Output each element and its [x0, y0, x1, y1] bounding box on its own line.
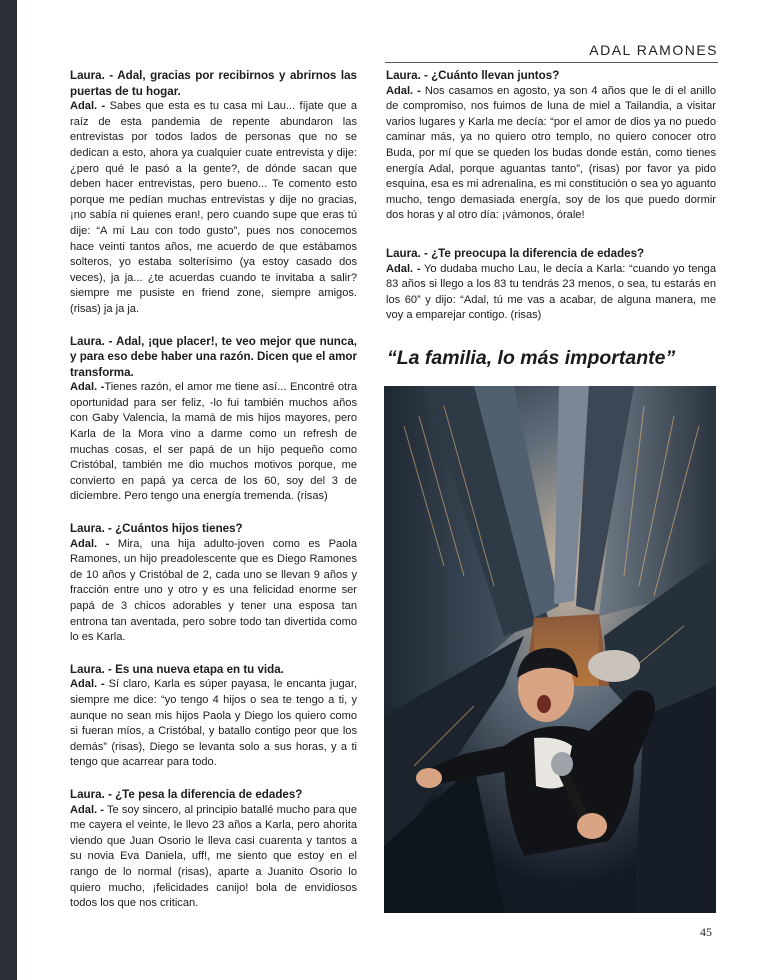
qa-block [70, 334, 357, 506]
answer-text: Tienes razón, el amor me tiene así... Encontré otra oportunidad para ser feliz, -lo fui también muchos años con Gaby Valencia, la mamá de mis hijos mayores, pero Karla de la Mora vino a darme como un refresh de muchas cosas, el ser papá de un hijo pequeño como Cristóbal, también me dio muchos motivos porque, me convierto en papá ya cerca de los 60, soy del 3 de diciembre. Pero tengo una energía tremenda. (risas) [70, 381, 357, 503]
answer-text: Nos casamos en agosto, ya son 4 años que le di el anillo de compromiso, nos fuimos de luna de miel a Tailandia, a visitar varios lugares y Karla me decía: “por el amor de dios ya no puedo caminar más, ya no quiero otro templo, no quiero conocer otro Buda, por mí que se queden los budas donde están, como tienes energía Adal, porque aguantas tanto”, (risas) por favor ya pido esquina, esa es mi adrenalina, es mi constitución o sea yo aguanto mucho, tengo demasiada energía, soy de los que puedo dormir dos horas y al otro día: ¡vámonos, órale! [386, 84, 716, 222]
page-spine [0, 0, 17, 980]
answer-text: Te soy sincero, al principio batallé mucho para que me cayera el veinte, le llevo 23 años a Karla, pero ahorita viendo que Juan Osorio le lleva casi cuarenta y tantos a su novia Eva Daniela, uff!, me siento que estoy en el rango de lo normal (risas), aparte a Juanito Osorio lo quiero mucho, ¡felicidades canijo! bola de envidiosos todos los que nos critican. [70, 803, 357, 910]
speaker-label: Adal. - [386, 84, 421, 97]
question: Laura. - ¿Te preocupa la diferencia de edades? [386, 246, 645, 260]
speaker-label: Adal. - [70, 381, 105, 394]
speaker-label: Adal. - [70, 678, 105, 691]
qa-block [70, 787, 357, 912]
answer [70, 537, 357, 646]
qa-block [70, 662, 357, 771]
answer [70, 677, 357, 771]
qa-block [386, 68, 716, 224]
answer [70, 99, 357, 317]
question: Laura. - Adal, gracias por recibirnos y abrirnos las puertas de tu hogar. [70, 69, 357, 98]
left-column [70, 68, 357, 928]
question: Laura. - Es una nueva etapa en tu vida. [70, 662, 284, 676]
answer-text: Mira, una hija adulto-joven como es Paola Ramones, un hijo preadolescente que es Diego Ramones de 10 años y Cristóbal de 2, cada uno se llevan 9 años y fracción entre uno y otro y es una felicidad enorme ser papá de 3 chicos adorables y tener una esposa tan entrona tan aventada, pero sobre todo tan divertida como lo es Karla. [70, 537, 357, 644]
qa-block [70, 68, 357, 318]
answer [386, 262, 716, 324]
right-column [386, 68, 716, 340]
answer [386, 84, 716, 224]
skyscraper-photo [384, 386, 716, 913]
speaker-label: Adal. - [386, 262, 421, 275]
page-header-title: ADAL RAMONES [589, 42, 718, 58]
page-number: 45 [700, 925, 712, 939]
speaker-label: Adal. - [70, 100, 106, 113]
answer-text: Sabes que esta es tu casa mi Lau... fíjate que a raíz de esta pandemia de repente abundaron las entrevistas por todos lados de personas que no se dedican a esto, ahora ya cualquier cuate entrevista y dije: ¿pero qué le pasó a la gente?, de dónde sacan que deben hacer entrevistas, pero bueno... Te comento esto porque me pedían muchas entrevistas y dije no gracias, ¡no sabía ni quienes eran!, pero cuando supe que eras tú dije: “A mi Lau con todo gusto”, pues nos conocemos hace veinti tantos años, me acuerdo de que estábamos solteros, yo estaba solterísimo (ya estoy casado dos veces), ja ja... ¿te acuerdas cuando te invitaba a salir? siempre me pusiste en friend zone, siempre amigos. (risas) ja ja ja. [70, 100, 358, 315]
question: Laura. - ¿Cuántos hijos tienes? [70, 522, 243, 536]
question: Laura. - ¿Cuánto llevan juntos? [386, 69, 560, 82]
pull-quote: “La familia, lo más importante” [387, 347, 676, 369]
qa-block [386, 246, 716, 324]
speaker-label: Adal. - [70, 803, 105, 816]
answer [70, 380, 357, 505]
qa-block [70, 521, 357, 646]
answer-text: Sí claro, Karla es súper payasa, le encanta jugar, siempre me dice: “yo tengo 4 hijos o sea te tengo a ti, y aunque no sean mis hijos Paola y Diego los quiero como si fueran míos, a Cristóbal, y batallo contigo peor que los demás” (risas), Diego se levanta solo a sus horas, y a ti tengo que acarrear para todo. [70, 678, 357, 769]
question: Laura. - Adal, ¡que placer!, te veo mejor que nunca, y para eso debe haber una razón. Dicen que el amor transforma. [70, 334, 357, 379]
question: Laura. - ¿Te pesa la diferencia de edades? [70, 787, 303, 801]
header-rule [385, 62, 718, 63]
speaker-label: Adal. - [70, 537, 110, 550]
answer [70, 803, 357, 912]
answer-text: Yo dudaba mucho Lau, le decía a Karla: “cuando yo tenga 83 años si llego a los 83 tu tendrás 23 menos, o sea, tu estarás en los 60” y dijo: “Adal, tú me vas a acabar, de alguna manera, me voy a emparejar contigo. (risas) [386, 262, 717, 322]
